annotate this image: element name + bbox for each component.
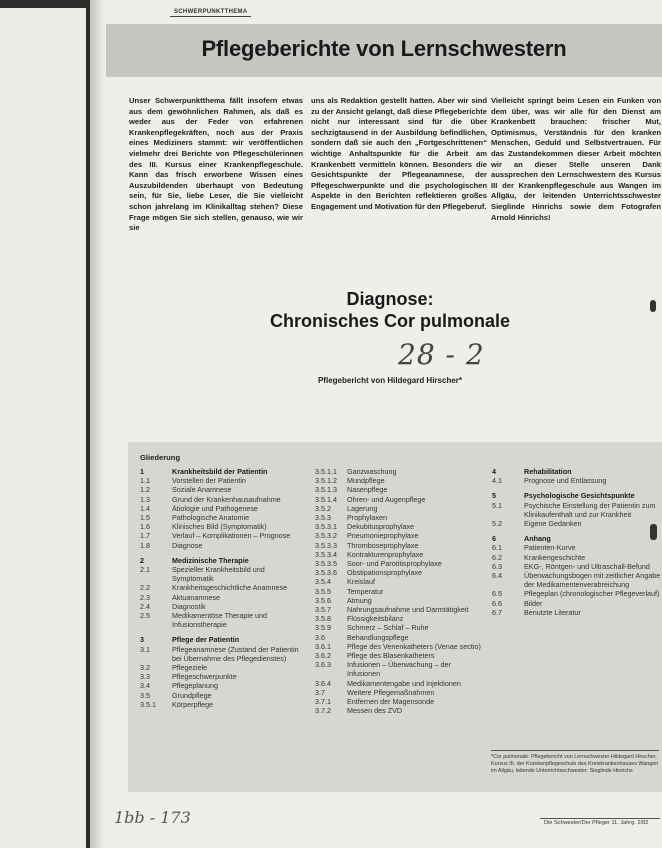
page-number: 1bb - 173 — [114, 808, 191, 827]
toc-entry-title: Krankheitsgeschichtliche Anamnese — [172, 583, 288, 593]
toc-entry-number: 2 — [140, 555, 144, 565]
toc-entry — [492, 571, 662, 589]
toc-entry-number: 3.5.3.2 — [315, 531, 337, 541]
toc-entry-title: Nahrungsaufnahme und Darmtätigkeit — [347, 605, 469, 615]
toc-entry-number: 2.5 — [140, 611, 150, 621]
toc-entry-title: Pflege des Blasenkatheters — [347, 651, 435, 661]
toc-entry-title: Temperatur — [347, 586, 384, 596]
toc-entry-number: 3.5.3 — [315, 513, 331, 523]
toc-entry-title: Atmung — [347, 595, 372, 605]
toc-entry — [140, 485, 305, 494]
toc-entry — [492, 476, 662, 485]
toc-entry-number: 2.3 — [140, 592, 150, 602]
toc-entry-number: 2.2 — [140, 583, 150, 593]
toc-entry-title: Pflegeplanung — [172, 681, 218, 691]
toc-entry-number: 6.7 — [492, 607, 502, 617]
toc-entry-number: 3.6 — [315, 632, 325, 642]
toc-entry-title: Pflegeschwerpunkte — [172, 672, 237, 682]
toc-entry-title: Pflegeplan (chronologischer Pflegeverlauf) — [524, 589, 660, 599]
section-tag: SCHWERPUNKTTHEMA — [170, 9, 251, 17]
toc-entry-title: Verlauf – Komplikationen – Prognose — [172, 531, 291, 541]
toc-entry-title: Diagnostik — [172, 601, 206, 611]
toc-entry — [140, 495, 305, 504]
toc-entry — [492, 491, 662, 500]
toc-entry-title: Thromboseprophylaxe — [347, 540, 419, 550]
intro-column-1: Unser Schwerpunktthema fällt insofern etwas aus dem gewöhnlichen Rahmen, als daß es weder aus der Feder von erfahrenen Krankenpflegekräften, noch aus der Praxis eines Mediziners stammt: wir veröffentlichen vielmehr drei Berichte von Pflegeschülerinnen des III. Kursus einer Krankenpflegeschule. Kann das frisch erworbene Wissen eines Auszubildenden überhaupt von Bedeutung sein, für Sie, liebe Leser, die Sie vielleicht schon jahrelang im Klinikalltag stehen? Diese Frage mögen Sie sich stellen, genauso, wie wir sie — [129, 96, 303, 233]
toc-entry — [315, 688, 485, 697]
toc-entry — [140, 565, 305, 583]
toc-entry-title: Pneumonieprophylaxe — [347, 531, 419, 541]
toc-entry-number: 1.1 — [140, 476, 150, 486]
toc-entry — [140, 602, 305, 611]
toc-entry-number: 3.5.1.1 — [315, 467, 337, 476]
diagnosis-heading — [200, 288, 580, 332]
toc-entry-title: Infusionen – Überwachung – der Infusionen — [347, 660, 451, 679]
toc-entry — [315, 679, 485, 688]
toc-entry-number: 1.3 — [140, 494, 150, 504]
toc-entry-title: Entfernen der Magensonde — [347, 697, 435, 707]
toc-entry — [492, 543, 662, 552]
toc-entry-title: Psychologische Gesichtspunkte — [524, 491, 635, 501]
toc-entry — [140, 700, 305, 709]
toc-entry — [315, 568, 485, 577]
toc-entry-title: Kreislauf — [347, 577, 375, 587]
diagnosis-title: Chronisches Cor pulmonale — [269, 311, 511, 331]
toc-entry-title: Bilder — [524, 598, 543, 608]
toc-entry-title: Medikamentöse Therapie und Infusionstherapie — [172, 611, 267, 630]
toc-entry-number: 5 — [492, 491, 496, 501]
toc-entry-title: Überwachungsbogen mit zeitlicher Angabe der Medikamentenverabreichung — [524, 571, 661, 590]
toc-entry-number: 3.5.7 — [315, 605, 331, 615]
toc-entry — [315, 587, 485, 596]
toc-entry-number: 3.5.6 — [315, 595, 331, 605]
toc-entry — [315, 596, 485, 605]
toc-entry — [140, 541, 305, 550]
toc-entry-title: Kontrakturenprophylaxe — [347, 549, 424, 559]
toc-entry-number: 6.6 — [492, 598, 502, 608]
toc-entry — [315, 531, 485, 540]
toc-entry-title: Schmerz – Schlaf – Ruhe — [347, 623, 429, 633]
toc-entry-title: Prognose und Entlassung — [524, 476, 607, 486]
toc-entry — [315, 476, 485, 485]
binder-hole-mark — [650, 524, 657, 540]
toc-entry — [140, 556, 305, 565]
toc-entry-title: Körperpflege — [172, 699, 214, 709]
toc-entry-number: 3.5.1 — [140, 699, 156, 709]
toc-entry — [140, 531, 305, 540]
source-line: Die Schwester/Der Pfleger 11. Jahrg. 2/82 — [544, 820, 649, 826]
toc-entry — [492, 599, 662, 608]
page-title: Pflegeberichte von Lernschwestern — [201, 36, 567, 61]
toc-entry — [315, 697, 485, 706]
toc-entry-number: 6 — [492, 534, 496, 544]
toc-entry-number: 2.4 — [140, 601, 150, 611]
toc-entry — [315, 642, 485, 651]
toc-entry — [140, 611, 305, 629]
toc-entry-title: Dekubitusprophylaxe — [347, 522, 415, 532]
toc-entry-number: 1.8 — [140, 540, 150, 550]
toc-entry — [315, 485, 485, 494]
toc-entry — [492, 553, 662, 562]
toc-entry-number: 3.4 — [140, 681, 150, 691]
toc-entry-title: Pflege des Venenkatheters (Venae sectio) — [347, 641, 481, 651]
toc-entry — [315, 614, 485, 623]
intro-column-2: uns als Redaktion gestellt hatten. Aber wir sind zu der Ansicht gelangt, daß diese Pflegeberichte nicht nur interessant sind für die über sechzigtausend in der Ausbildung befindlichen, sondern daß sie auch den „Fortgeschrittenen“ wichtige Anhaltspunkte für die Arbeit am Krankenbett vermitteln können. Besonders die Gesichtspunkte der Pflegeanamnese, der Pflegeschwerpunkte und die psychologischen Aspekte in den Berichten reflektieren großes Engagement und Motivation für den Pflegeberuf. — [311, 96, 487, 211]
toc-entry-title: Behandlungspflege — [347, 632, 409, 642]
toc-entry — [492, 534, 662, 543]
toc-entry-title: Diagnose — [172, 540, 203, 550]
toc-entry-number: 3.5.8 — [315, 614, 331, 624]
toc-entry-number: 5.2 — [492, 519, 502, 529]
toc-column-3 — [492, 467, 662, 617]
toc-entry-number: 3.5.1.3 — [315, 485, 337, 495]
toc-entry — [140, 476, 305, 485]
toc-entry — [140, 663, 305, 672]
toc-entry — [315, 706, 485, 715]
toc-entry-number: 3.5.1.2 — [315, 476, 337, 486]
toc-entry — [492, 608, 662, 617]
toc-entry — [315, 550, 485, 559]
toc-entry-number: 3.6.1 — [315, 641, 331, 651]
toc-entry — [315, 522, 485, 531]
toc-entry-title: Anhang — [524, 534, 551, 544]
toc-entry — [315, 623, 485, 632]
toc-entry-number: 3.6.3 — [315, 660, 331, 670]
toc-entry-title: Pflegeanamnese (Zustand der Patientin bei Übernahme des Pflegedienstes) — [172, 644, 299, 663]
toc-entry-number: 3.1 — [140, 644, 150, 654]
toc-entry — [315, 633, 485, 642]
toc-entry-number: 1.4 — [140, 503, 150, 513]
toc-entry — [315, 495, 485, 504]
toc-entry-number: 3.7.2 — [315, 706, 331, 716]
toc-entry-number: 3.5.3.1 — [315, 522, 337, 532]
toc-entry — [140, 504, 305, 513]
toc-entry-number: 2.1 — [140, 565, 150, 575]
toc-entry-title: Eigene Gedanken — [524, 519, 582, 529]
toc-entry-number: 6.4 — [492, 571, 502, 581]
toc-entry — [492, 501, 662, 519]
toc-entry — [140, 513, 305, 522]
toc-entry — [140, 635, 305, 644]
toc-entry-title: Patienten-Kurve — [524, 543, 576, 553]
toc-entry-number: 3.7.1 — [315, 697, 331, 707]
toc-entry-number: 3 — [140, 635, 144, 645]
toc-entry — [492, 519, 662, 528]
toc-entry — [315, 605, 485, 614]
toc-entry-number: 3.5.9 — [315, 623, 331, 633]
toc-entry-number: 3.5.3.5 — [315, 559, 337, 569]
toc-entry-number: 3.5.3.6 — [315, 568, 337, 578]
toc-entry-title: Grund der Krankenhausaufnahme — [172, 494, 281, 504]
toc-entry-number: 5.1 — [492, 500, 502, 510]
toc-entry-title: Benutzte Literatur — [524, 607, 581, 617]
toc-entry-title: Messen des ZVD — [347, 706, 403, 716]
toc-entry-title: Soziale Anamnese — [172, 485, 232, 495]
author-line: Pflegebericht von Hildegard Hirscher* — [317, 376, 463, 385]
toc-entry-title: Pathologische Anatomie — [172, 513, 250, 523]
toc-entry — [140, 467, 305, 476]
intro-column-3: Vielleicht springt beim Lesen ein Funken von dem über, was wir alle für den Dienst am Krankenbett brauchen: frischer Mut, Optimismus, Verständnis für den kranken Menschen, Geduld und Selbstvertrauen. Für das Zustandekommen dieser Arbeit möchten wir an dieser Stelle unseren Dank aussprechen den Lernschwestern des Kursus III der Krankenpflegeschule aus Wangen im Allgäu, der leitenden Unterrichtsschwester Sieglinde Hinrichs sowie dem Fotografen Arnold Hinrichs! — [491, 96, 661, 222]
toc-entry-title: Prophylaxen — [347, 513, 387, 523]
toc-entry-title: Soor- und Parotitisprophylaxe — [347, 559, 442, 569]
toc-entry-title: Ganzwaschung — [347, 467, 397, 476]
adjacent-page-strip — [0, 0, 90, 848]
toc-entry — [315, 559, 485, 568]
toc-heading: Gliederung — [140, 453, 181, 462]
toc-entry-number: 4 — [492, 467, 496, 476]
toc-entry-title: Pflege der Patientin — [172, 635, 240, 645]
toc-entry-title: Spezieller Krankheitsbild und Symptomatik — [172, 565, 265, 584]
toc-entry — [315, 541, 485, 550]
toc-entry-number: 4.1 — [492, 476, 502, 486]
toc-entry-title: Obstipationsprophylaxe — [347, 568, 423, 578]
toc-entry — [492, 589, 662, 598]
toc-entry — [140, 681, 305, 690]
toc-entry-number: 1.2 — [140, 485, 150, 495]
toc-entry-number: 3.3 — [140, 672, 150, 682]
toc-entry — [140, 672, 305, 681]
toc-entry-title: Aktuanamnese — [172, 592, 220, 602]
toc-entry-number: 6.2 — [492, 552, 502, 562]
handwritten-note: 28 - 2 — [398, 338, 485, 371]
toc-entry-number: 3.6.2 — [315, 651, 331, 661]
toc-entry — [315, 660, 485, 678]
toc-entry — [315, 513, 485, 522]
toc-entry-title: Mundpflege — [347, 476, 385, 486]
toc-entry-number: 1.7 — [140, 531, 150, 541]
toc-entry-number: 3.5.3.4 — [315, 549, 337, 559]
toc-entry-title: EKG-, Röntgen- und Ultraschall-Befund — [524, 561, 650, 571]
scan-shadow-top — [0, 0, 90, 8]
page-curl-shadow — [90, 0, 104, 848]
toc-entry-title: Vorstellen der Patientin — [172, 476, 246, 486]
footnote: *Cor pulmonale: Pflegebericht von Lernschwester Hildegard Hirscher, Kursus III, der Krankenpflegeschule des Kreiskrankenhauses Wangen im Allgäu, leitende Unterrichtsschwester: Sieglinde Hinrichs — [491, 750, 659, 775]
toc-entry-title: Weitere Pflegemaßnahmen — [347, 687, 435, 697]
toc-entry-number: 3.5.5 — [315, 586, 331, 596]
toc-entry-number: 1.5 — [140, 513, 150, 523]
toc-entry — [315, 577, 485, 586]
toc-entry-title: Pflegeziele — [172, 663, 208, 673]
toc-entry-title: Krankheitsbild der Patientin — [172, 467, 268, 476]
diagnosis-label: Diagnose: — [346, 289, 434, 309]
toc-entry — [315, 651, 485, 660]
toc-entry-title: Grundpflege — [172, 690, 212, 700]
toc-entry — [492, 467, 662, 476]
toc-entry-title: Medizinische Therapie — [172, 555, 249, 565]
binder-hole-mark — [650, 300, 656, 312]
toc-column-1 — [140, 467, 305, 709]
toc-entry-number: 1 — [140, 467, 144, 476]
toc-entry-number: 6.3 — [492, 561, 502, 571]
toc-entry — [140, 583, 305, 592]
toc-entry — [140, 645, 305, 663]
toc-entry — [492, 562, 662, 571]
toc-entry-title: Psychische Einstellung der Patientin zum Klinikaufenthalt und zur Krankheit — [524, 500, 656, 519]
toc-entry — [315, 504, 485, 513]
toc-entry-number: 1.6 — [140, 522, 150, 532]
toc-entry-number: 3.5.2 — [315, 503, 331, 513]
toc-entry-title: Medikamentengabe und Injektionen — [347, 678, 461, 688]
toc-entry-title: Nasenpflege — [347, 485, 388, 495]
toc-entry — [315, 467, 485, 476]
toc-entry-title: Rehabilitation — [524, 467, 572, 476]
toc-entry — [140, 691, 305, 700]
toc-entry-number: 3.5.1.4 — [315, 494, 337, 504]
toc-entry — [140, 522, 305, 531]
toc-entry-title: Krankengeschichte — [524, 552, 586, 562]
footer-rule — [540, 818, 660, 819]
toc-column-2 — [315, 467, 485, 715]
toc-entry-number: 3.5 — [140, 690, 150, 700]
toc-entry-title: Klinisches Bild (Symptomatik) — [172, 522, 267, 532]
toc-entry-title: Ätiologie und Pathogenese — [172, 503, 258, 513]
toc-entry-number: 3.7 — [315, 687, 325, 697]
toc-entry-number: 3.2 — [140, 663, 150, 673]
toc-entry-number: 3.5.3.3 — [315, 540, 337, 550]
toc-entry-number: 3.5.4 — [315, 577, 331, 587]
toc-entry-title: Ohren- und Augenpflege — [347, 494, 426, 504]
toc-entry-number: 3.6.4 — [315, 678, 331, 688]
toc-entry — [140, 593, 305, 602]
toc-entry-number: 6.1 — [492, 543, 502, 553]
toc-entry-number: 6.5 — [492, 589, 502, 599]
toc-entry-title: Lagerung — [347, 503, 378, 513]
toc-entry-title: Flüssigkeitsbilanz — [347, 614, 404, 624]
